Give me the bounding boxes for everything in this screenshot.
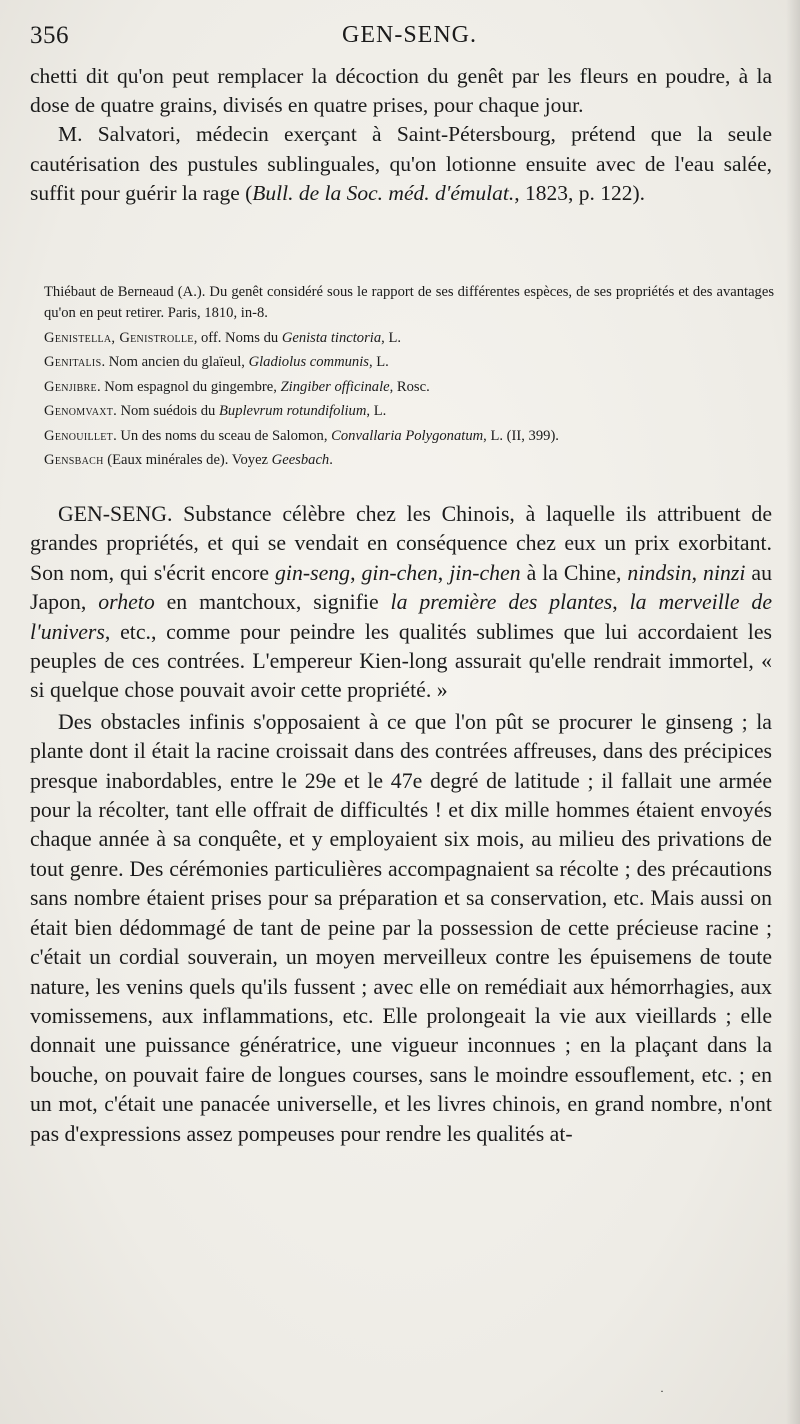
entry-text: , L. — [368, 354, 389, 371]
article-text: , — [437, 560, 450, 585]
article-italic: gin-seng — [275, 560, 351, 585]
page-gutter-shadow — [786, 0, 800, 1424]
entry-text: . Nom ancien du glaïeul, — [101, 354, 249, 371]
article-text: , — [350, 560, 362, 585]
page-header — [30, 22, 770, 56]
bibliography-block — [44, 282, 774, 325]
entry-text: . Nom suédois du — [113, 403, 219, 420]
bibliography-reference: Thiébaut de Berneaud (A.). Du genêt considéré sous le rapport de ses différentes espèces, de ses propriétés et des avantages qu'on en peut retirer. Paris, 1810, in-8. — [44, 284, 774, 322]
article-italic: orheto — [98, 590, 155, 615]
article-italic: nindsin — [627, 560, 692, 585]
entry-genjibre — [44, 377, 774, 398]
page-mark: · — [660, 1384, 664, 1398]
entry-term: Genomvaxt — [44, 403, 114, 420]
article-headword: GEN-SENG. — [58, 502, 173, 526]
entry-text: , off. Noms du — [193, 330, 282, 346]
entry-gensbach — [44, 450, 774, 471]
entry-latin-name: Gladiolus communis — [248, 354, 369, 371]
entry-term: Genouillet — [44, 427, 114, 444]
entry-text: . — [329, 452, 333, 469]
entry-latin-name: Buplevrum rotundifolium — [218, 403, 367, 420]
intro-paragraph-1: chetti dit qu'on peut remplacer la décoction du genêt par les fleurs en poudre, à la dose de quatre grains, divisés en quatre prises, pour chaque jour. — [30, 64, 772, 118]
entry-term: Genjibre — [44, 378, 97, 395]
entry-genouillet — [44, 426, 774, 447]
entry-text: , L. — [381, 330, 402, 346]
article-text: en mantchoux, signifie — [154, 590, 391, 615]
entry-latin-name: Convallaria Polygonatum — [331, 427, 484, 444]
article-text: , — [691, 560, 704, 585]
glossary-entries — [44, 328, 774, 471]
intro-p2-text-b: , 1823, p. 122). — [514, 180, 646, 205]
entry-term: Genistella, Genistrolle — [44, 330, 194, 346]
entry-text: (Eaux minérales de). Voyez — [103, 452, 272, 469]
intro-p2-text-a: M. Salvatori, médecin exerçant à Saint-Pétersbourg, prétend que la seule cautérisation des pustules sublinguales, qu'on lotionne ensuite avec de l'eau salée, suffit pour guérir la rage ( — [30, 122, 772, 205]
entry-genistella — [44, 328, 774, 349]
article-paragraph-2: Des obstacles infinis s'opposaient à ce que l'on pût se procurer le ginseng ; la plante dont il était la racine croissait dans des contrées affreuses, dans des précipices presque inabordables, entre le 29e et le 47e degré de latitude ; il fallait une armée pour la récolter, tant elle offrait de difficultés ! et dix mille hommes étaient envoyés chaque année à sa conquête, et y employaient six mois, au milieu des privations de tout genre. Des cérémonies particulières accompagnaient sa récolte ; des précautions sans nombre étaient prises pour sa préparation et sa conservation, etc. Mais aussi on était bien dédommagé de tant de peine par la possession de cette précieuse racine ; c'était un cordial souverain, un moyen merveilleux contre les épuisemens de toute nature, les venins quels qu'ils fussent ; avec elle on remédiait aux hémorrhagies, aux vomissemens, aux inflammations, etc. Elle prolongeait la vie aux vieillards ; elle donnait une puissance génératrice, une vigueur inconnues ; en la plaçant dans la bouche, on pouvait faire de longues courses, sans le moindre essouflement, etc. ; en un mot, c'était une panacée universelle, et les livres chinois, en grand nombre, n'ont pas d'expressions assez pompeuses pour rendre les qualités at- — [30, 709, 772, 1146]
page-number: 356 — [30, 22, 69, 49]
article-paragraph-1 — [30, 500, 772, 706]
entry-genitalis — [44, 352, 774, 373]
article-text: à la Chine, — [520, 560, 628, 585]
entry-text: , L. (II, 399). — [483, 427, 559, 444]
article-text: Substance célèbre chez les Chinois, à laquelle ils attribuent de grandes propriétés, et qui se vendait en conséquence chez eux un prix exorbitant. Son nom, qui s'écrit encore — [30, 502, 772, 585]
article-text: , — [612, 590, 630, 615]
entry-latin-name: Geesbach — [271, 452, 330, 469]
article-italic: ninzi — [703, 560, 746, 585]
intro-text — [30, 62, 772, 208]
entry-latin-name: Genista tinctoria — [281, 330, 382, 346]
entry-text: . Un des noms du sceau de Salomon, — [113, 427, 332, 444]
article-text: , etc., comme pour peindre les qualités sublimes que lui accordaient les peuples de ces contrées. L'empereur Kien-long assurait qu'elle rendrait immortel, « si quelque chose pouvait avoir cette propriété. » — [30, 619, 772, 703]
intro-paragraph-2 — [30, 120, 772, 208]
entry-text: , L. — [366, 403, 387, 420]
gen-seng-article — [30, 500, 772, 1149]
article-italic: la première des plantes — [390, 590, 613, 615]
article-italic: gin-chen — [361, 560, 438, 585]
intro-p2-citation: Bull. de la Soc. méd. d'émulat. — [252, 180, 515, 205]
entry-text: , Rosc. — [389, 378, 430, 395]
article-text: au Japon, — [30, 560, 772, 615]
entry-term: Genitalis — [44, 354, 102, 371]
article-italic: jin-chen — [449, 560, 521, 585]
entry-latin-name: Zingiber officinale — [280, 378, 390, 395]
article-italic: la merveille de l'univers — [30, 590, 772, 644]
entry-term: Gensbach — [44, 452, 104, 469]
entry-genomvaxt — [44, 401, 774, 422]
running-head: GEN-SENG. — [342, 22, 477, 48]
entry-text: . Nom espagnol du gingembre, — [96, 378, 281, 395]
